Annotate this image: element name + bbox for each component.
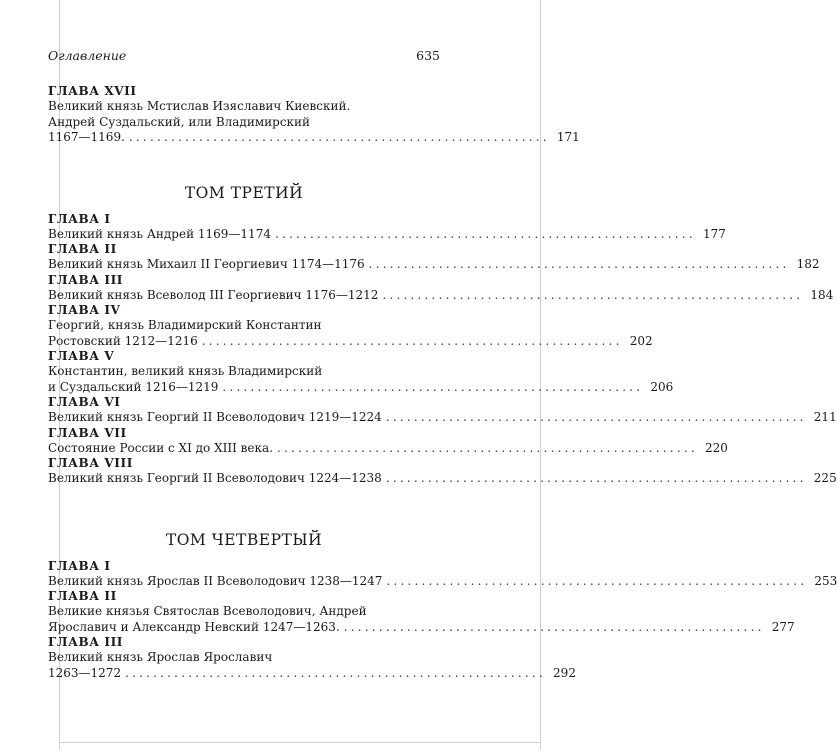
toc-entry [48,242,820,273]
chapter-title-last-line [48,226,726,243]
volume-4-chapters [48,558,837,682]
toc-entry [48,425,728,457]
chapter-title-line: Константин, великий князь Владимирский [48,364,323,378]
dot-leader: ............................................................ [343,619,765,634]
chapter-title-last-line [48,410,837,426]
chapter-title-text: и Суздальский 1216—1219 [48,379,219,394]
toc-entry [48,211,726,243]
chapter-title-last-line [48,573,837,590]
chapter-title-text: Состояние России с XI до XIII века. [48,440,273,455]
chapter-label: ГЛАВА II [48,242,117,256]
toc-entry [48,303,653,349]
chapter-title-line: Андрей Суздальский, или Владимирский [48,114,311,129]
chapter-page-number: 292 [553,665,576,680]
chapter-label: ГЛАВА III [48,635,124,649]
chapter-title-line: Великий князь Ярослав Ярославич [48,650,273,664]
dot-leader: ............................................................ [385,471,807,485]
chapter-label: ГЛАВА IV [48,303,121,317]
chapter-title-line: Георгий, князь Владимирский Константин [48,318,322,332]
chapter-title-text: Великий князь Ярослав II Всеволодович 1238—1247 [48,573,383,588]
chapter-page-number: 206 [650,379,674,394]
chapter-title-text: Великий князь Андрей 1169—1174 [48,226,271,241]
volume-3-chapters [48,211,837,487]
dot-leader: ............................................................ [201,333,623,348]
chapter-page-number: 211 [813,410,837,424]
chapter-label: ГЛАВА VI [48,395,121,409]
table-of-contents [48,48,837,681]
dot-leader: ............................................................ [386,573,808,588]
toc-entry [48,272,834,304]
chapter-page-number: 253 [814,573,837,588]
chapter-page-number: 225 [813,471,837,485]
chapter-page-number: 202 [629,333,653,348]
chapter-title-last-line [48,130,580,146]
chapter-page-number: 184 [810,287,834,302]
toc-entry [48,635,576,681]
chapter-page-number: 220 [704,440,728,455]
chapter-title-last-line [48,471,837,487]
chapter-label: ГЛАВА VII [48,425,127,440]
chapter-title-line: Великий князь Мстислав Изяславич Киевский. [48,99,351,113]
toc-entry [48,589,795,635]
volume-title-4: ТОМ ЧЕТВЕРТЫЙ [165,530,323,549]
chapter-label: ГЛАВА II [48,589,117,603]
toc-entry-chapter-xvii [48,84,580,146]
toc-entry [48,558,837,590]
chapter-title-text: Великий князь Георгий II Всеволодович 1224—1238 [48,471,382,485]
chapter-title-text: Ярославич и Александр Невский 1247—1263. [48,619,340,634]
page-bottom-edge [60,742,540,743]
chapter-title-line: Великие князья Святослав Всеволодович, Андрей [48,604,367,618]
toc-entry [48,456,837,487]
chapter-title-last-line [48,440,728,457]
chapter-page-number: 277 [771,619,795,634]
running-head-title: Оглавление [48,48,127,63]
chapter-title-text: 1263—1272 [48,665,122,680]
page-number: 635 [416,48,440,63]
chapter-title-text: Великий князь Всеволод III Георгиевич 1176—1212 [48,287,379,302]
dot-leader: ............................................................ [368,257,790,271]
chapter-label: ГЛАВА XVII [48,84,137,98]
chapter-label: ГЛАВА VIII [48,456,133,470]
toc-entry [48,395,837,426]
dot-leader: ............................................................ [274,226,696,241]
toc-entry [48,349,674,395]
chapter-title-last-line [48,257,820,273]
chapter-title-text: 1167—1169. [48,130,125,144]
chapter-label: ГЛАВА I [48,211,111,226]
chapter-title-text: Ростовский 1212—1216 [48,333,198,348]
chapter-title-last-line [48,379,674,396]
dot-leader: ............................................................ [277,440,698,455]
chapter-page-number: 177 [702,226,726,241]
chapter-title-text: Великий князь Георгий II Всеволодович 1219—1224 [48,410,382,424]
dot-leader: ............................................................ [385,410,807,424]
dot-leader: ............................................................ [222,379,644,394]
chapter-page-number: 182 [796,257,820,271]
volume-title-3: ТОМ ТРЕТИЙ [184,183,304,202]
chapter-title-last-line [48,619,795,636]
chapter-label: ГЛАВА I [48,558,111,573]
chapter-label: ГЛАВА III [48,272,124,287]
chapter-title-last-line [48,287,834,304]
dot-leader: ............................................................ [128,130,550,144]
chapter-title-last-line [48,333,653,350]
chapter-title-last-line [48,665,576,682]
dot-leader: ............................................................ [125,665,546,680]
chapter-page-number: 171 [556,130,580,144]
chapter-label: ГЛАВА V [48,349,115,363]
running-head [48,48,440,68]
dot-leader: ............................................................ [382,287,804,302]
chapter-title-text: Великий князь Михаил II Георгиевич 1174—1176 [48,257,365,271]
